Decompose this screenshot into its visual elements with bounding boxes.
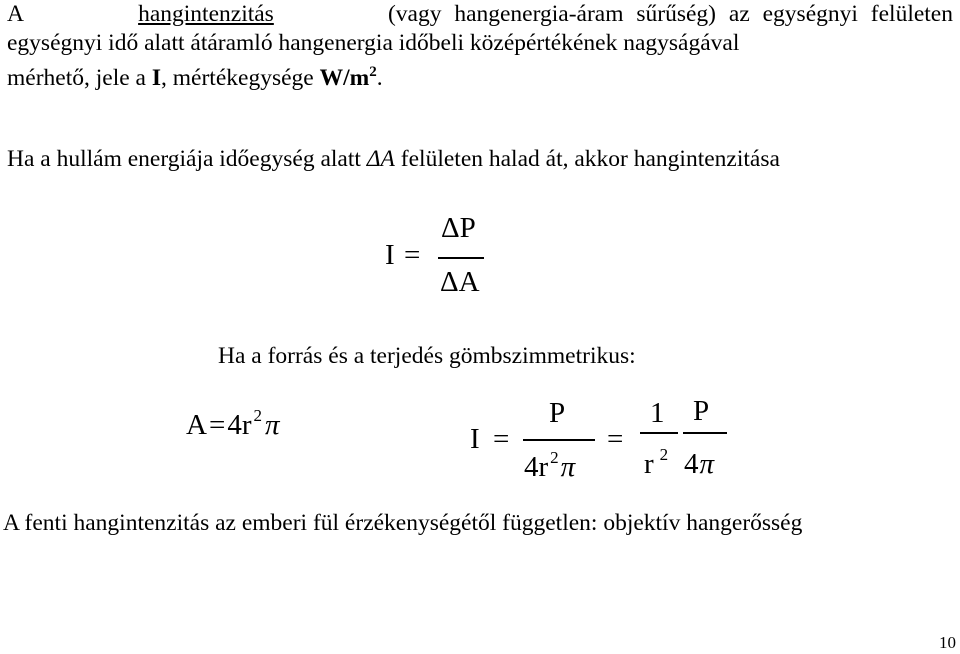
formula2-num2: 1	[650, 397, 665, 429]
formula1-equals: =	[404, 239, 421, 271]
definition-line-3	[7, 58, 383, 93]
formula-area	[186, 406, 280, 442]
area-coef: 4r	[227, 409, 252, 441]
page-number: 10	[939, 633, 956, 652]
formula2-bar2	[640, 432, 678, 434]
definition-lead: A	[7, 1, 24, 27]
formula2-equals1: =	[493, 423, 510, 455]
formula2-den2	[644, 445, 669, 481]
unit	[320, 65, 377, 91]
delta-a-symbol: ΔA	[366, 146, 395, 172]
area-equals: =	[208, 409, 226, 441]
intensity-symbol: I	[151, 64, 162, 91]
den3-pi: π	[699, 448, 715, 480]
unit-base: W/m	[319, 64, 370, 91]
den2-base: r	[644, 448, 654, 480]
conclusion-sentence: A fenti hangintenzitás az emberi fül érzékenységétől független: objektív hangerősség	[3, 510, 803, 536]
energy-sentence-before: Ha a hullám energiája időegység alatt	[7, 146, 361, 172]
den2-exp: 2	[659, 445, 669, 464]
formula2-equals2: =	[607, 423, 624, 455]
formula1-lhs: I	[385, 239, 395, 271]
formula2-den3	[684, 448, 714, 481]
area-lhs: A	[186, 409, 207, 441]
area-pi: π	[264, 409, 280, 441]
den1-pi: π	[560, 451, 576, 483]
formula1-fraction-bar	[438, 257, 484, 259]
energy-sentence	[7, 145, 780, 174]
formula2-den1	[524, 448, 576, 484]
area-exp: 2	[253, 406, 262, 425]
den3-coef: 4	[684, 448, 699, 480]
definition-line-3-a: mérhető, jele a	[7, 64, 146, 91]
formula1-denominator: ΔA	[440, 266, 480, 298]
energy-sentence-after: felületen halad át, akkor hangintenzitása	[400, 146, 780, 172]
definition-line-2: egységnyi idő alatt átáramló hangenergia időbeli középértékének nagyságával	[7, 30, 740, 56]
formula2-lhs: I	[470, 423, 480, 455]
spherical-sentence: Ha a forrás és a terjedés gömbszimmetrikus:	[218, 343, 636, 369]
den1-coef: 4r	[524, 451, 549, 483]
unit-exponent: 2	[369, 64, 377, 80]
formula1-numerator: ΔP	[441, 212, 476, 244]
definition-line-3-end: .	[376, 64, 383, 91]
term-hangintenzitas: hangintenzitás	[138, 1, 274, 27]
definition-line-1-rest: (vagy hangenergia-áram sűrűség) az egységnyi felületen	[387, 1, 953, 27]
formula2-bar3	[683, 432, 727, 434]
definition-line-3-b: , mértékegysége	[161, 64, 314, 91]
den1-exp: 2	[550, 448, 559, 467]
definition-line-1	[7, 0, 953, 29]
formula2-num1: P	[549, 397, 566, 429]
formula2-num3: P	[693, 395, 710, 427]
formula2-bar1	[523, 439, 595, 441]
